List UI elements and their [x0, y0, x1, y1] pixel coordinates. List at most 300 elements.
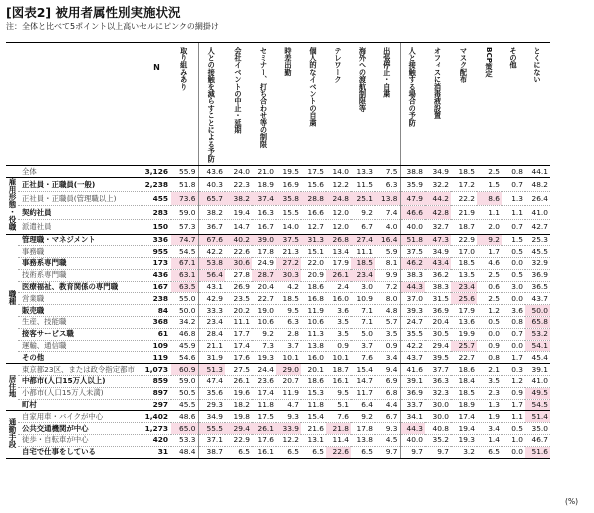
cell-value: 23.5	[225, 293, 252, 305]
cell-value: 2.5	[477, 293, 502, 305]
cell-value: 33.3	[198, 305, 225, 317]
group-label-text: 職種	[8, 289, 17, 305]
header-row	[6, 43, 550, 166]
row-n: 173	[142, 258, 171, 270]
cell-value: 2.3	[477, 387, 502, 399]
column-header-label: 会社イベントの中止・延期	[234, 47, 243, 134]
cell-value: 25.6	[451, 293, 477, 305]
cell-value: 19.5	[276, 166, 301, 178]
cell-value: 3.5	[477, 376, 502, 388]
row-n: 897	[142, 387, 171, 399]
cell-value: 11.3	[301, 328, 326, 340]
cell-value: 54.1	[525, 340, 550, 352]
cell-value: 9.5	[276, 305, 301, 317]
cell-value: 6.5	[276, 446, 301, 458]
column-header-label: 人と接触する場合の予防	[408, 47, 418, 127]
cell-value: 39.1	[400, 376, 425, 388]
table-row	[6, 206, 550, 220]
column-header-label: テレワーク	[334, 47, 343, 83]
table-row	[6, 258, 550, 270]
column-header-label: BCP策定	[485, 47, 494, 78]
cell-value: 9.2	[252, 328, 276, 340]
column-header	[477, 43, 502, 166]
cell-value: 18.7	[326, 364, 351, 376]
cell-value: 0.3	[502, 364, 525, 376]
cell-value: 65.8	[525, 317, 550, 329]
cell-value: 8.0	[375, 293, 400, 305]
cell-value: 38.8	[400, 166, 425, 178]
cell-value: 9.3	[375, 423, 400, 435]
cell-value: 47.4	[198, 376, 225, 388]
cell-value: 10.1	[276, 352, 301, 364]
cell-value: 17.4	[225, 340, 252, 352]
cell-value: 40.0	[400, 220, 425, 234]
cell-value: 0.7	[502, 328, 525, 340]
column-header-label: 海外への渡航制限等	[358, 47, 368, 112]
cell-value: 3.5	[326, 328, 351, 340]
cell-value: 6.9	[375, 376, 400, 388]
cell-value: 16.3	[252, 206, 276, 220]
row-label: 管理職・マネジメント	[18, 234, 142, 246]
table-row	[6, 376, 550, 388]
cell-value: 0.5	[502, 423, 525, 435]
cell-value: 9.9	[375, 269, 400, 281]
table-row	[6, 269, 550, 281]
cell-value: 43.6	[198, 166, 225, 178]
cell-value: 0.5	[502, 246, 525, 258]
cell-value: 5.9	[375, 246, 400, 258]
table-row	[6, 220, 550, 234]
cell-value: 9.2	[351, 411, 375, 423]
cell-value: 8.1	[375, 258, 400, 270]
cell-value: 26.1	[225, 376, 252, 388]
cell-value: 1.3	[502, 192, 525, 206]
cell-value: 21.8	[326, 423, 351, 435]
cell-value: 54.6	[171, 352, 198, 364]
cell-value: 73.6	[171, 192, 198, 206]
cell-value: 14.0	[276, 220, 301, 234]
cell-value: 24.8	[326, 192, 351, 206]
cell-value: 17.8	[351, 423, 375, 435]
cell-value: 6.5	[351, 446, 375, 458]
cell-value: 1.9	[477, 411, 502, 423]
row-label: 正社員・正職員(一般)	[18, 178, 142, 192]
cell-value: 17.9	[451, 305, 477, 317]
cell-value: 20.1	[301, 364, 326, 376]
column-header	[502, 43, 525, 166]
cell-value: 0.0	[502, 340, 525, 352]
cell-value: 11.9	[276, 387, 301, 399]
row-n: 955	[142, 246, 171, 258]
column-header	[301, 43, 326, 166]
cell-value: 29.4	[225, 423, 252, 435]
cell-value: 23.4	[198, 317, 225, 329]
cell-value: 22.7	[252, 293, 276, 305]
cell-value: 7.4	[375, 206, 400, 220]
table-row	[6, 411, 550, 423]
page-title: [図表2] 被用者属性別実施状況	[6, 5, 181, 20]
cell-value: 40.8	[425, 423, 451, 435]
cell-value: 65.7	[198, 192, 225, 206]
column-header	[351, 43, 375, 166]
cell-value: 36.9	[425, 305, 451, 317]
row-label: 販売職	[18, 305, 142, 317]
cell-value: 42.7	[525, 220, 550, 234]
cell-value: 16.4	[375, 234, 400, 246]
row-n: 238	[142, 293, 171, 305]
cell-value: 14.7	[351, 376, 375, 388]
cell-value: 10.9	[351, 293, 375, 305]
row-label: 自家用車・バイクが中心	[18, 411, 142, 423]
cell-value: 24.9	[252, 258, 276, 270]
cell-value: 0.9	[326, 340, 351, 352]
cell-value: 45.5	[171, 399, 198, 411]
row-n: 859	[142, 376, 171, 388]
cell-value: 17.4	[451, 411, 477, 423]
row-n: 436	[142, 269, 171, 281]
cell-value: 38.2	[198, 206, 225, 220]
cell-value: 12.2	[276, 435, 301, 447]
group-label-text: 雇用形態・役職	[8, 178, 17, 231]
cell-value: 11.1	[225, 317, 252, 329]
cell-value: 40.2	[225, 234, 252, 246]
table-row	[6, 281, 550, 293]
cell-value: 18.9	[252, 178, 276, 192]
cell-value: 31.3	[301, 234, 326, 246]
cell-value: 1.7	[477, 246, 502, 258]
table-row	[6, 192, 550, 206]
cell-value: 48.2	[525, 178, 550, 192]
cell-value: 32.7	[425, 220, 451, 234]
cell-value: 23.4	[351, 269, 375, 281]
cell-value: 3.4	[375, 352, 400, 364]
cell-value: 46.2	[400, 258, 425, 270]
cell-value: 59.0	[171, 376, 198, 388]
row-label: 町村	[18, 399, 142, 411]
table-row	[6, 399, 550, 411]
cell-value: 63.5	[171, 281, 198, 293]
cell-value: 36.9	[525, 269, 550, 281]
column-header	[451, 43, 477, 166]
cell-value: 19.3	[252, 352, 276, 364]
cell-value: 42.9	[198, 293, 225, 305]
table-row	[6, 166, 550, 178]
cell-value: 53.2	[525, 328, 550, 340]
row-label: 医療福祉、教育関係の専門職	[18, 281, 142, 293]
row-n: 119	[142, 352, 171, 364]
cell-value: 59.0	[171, 206, 198, 220]
cell-value: 7.6	[351, 352, 375, 364]
cell-value: 1.4	[477, 435, 502, 447]
row-label: 正社員・正職員(管理職以上)	[18, 192, 142, 206]
row-label: 生産、技能職	[18, 317, 142, 329]
cell-value: 16.7	[252, 220, 276, 234]
cell-value: 60.9	[171, 364, 198, 376]
cell-value: 12.0	[326, 220, 351, 234]
cell-value: 57.3	[171, 220, 198, 234]
cell-value: 20.7	[276, 376, 301, 388]
cell-value: 0.6	[477, 281, 502, 293]
cell-value: 19.4	[451, 423, 477, 435]
cell-value: 13.6	[451, 317, 477, 329]
cell-value: 19.3	[451, 435, 477, 447]
cell-value: 27.8	[225, 269, 252, 281]
cell-value: 5.1	[326, 399, 351, 411]
cell-value: 16.1	[252, 446, 276, 458]
cell-value: 24.0	[225, 166, 252, 178]
row-n: 297	[142, 399, 171, 411]
cell-value: 12.7	[301, 220, 326, 234]
cell-value: 0.7	[502, 220, 525, 234]
cell-value: 33.7	[400, 399, 425, 411]
table-row	[6, 246, 550, 258]
cell-value: 3.5	[375, 328, 400, 340]
cell-value: 21.1	[198, 340, 225, 352]
cell-value: 44.3	[400, 281, 425, 293]
cell-value: 1.5	[502, 234, 525, 246]
cell-value: 67.1	[171, 258, 198, 270]
cell-value: 41.0	[525, 376, 550, 388]
cell-value: 3.7	[276, 340, 301, 352]
cell-value: 20.4	[252, 281, 276, 293]
cell-value: 18.5	[451, 258, 477, 270]
cell-value: 13.4	[326, 246, 351, 258]
cell-value: 34.9	[425, 246, 451, 258]
cell-value: 53.8	[198, 258, 225, 270]
cell-value: 45.5	[525, 246, 550, 258]
cell-value: 50.5	[171, 387, 198, 399]
cell-value: 6.4	[351, 399, 375, 411]
column-header-label: 取り組みあり	[179, 47, 189, 91]
column-header-label: マスク配布	[459, 47, 469, 83]
row-n: 1,402	[142, 411, 171, 423]
cell-value: 30.3	[276, 269, 301, 281]
column-header	[252, 43, 276, 166]
column-header-label: セミナー、打ち合わせ等の制限	[259, 47, 269, 148]
cell-value: 1.5	[477, 178, 502, 192]
cell-value: 27.5	[225, 364, 252, 376]
cell-value: 28.4	[198, 328, 225, 340]
cell-value: 40.3	[198, 178, 225, 192]
cell-value: 11.9	[301, 305, 326, 317]
row-label: 中都市(人口15万人以上)	[18, 376, 142, 388]
cell-value: 0.0	[502, 293, 525, 305]
cell-value: 12.2	[326, 178, 351, 192]
cell-value: 26.1	[252, 423, 276, 435]
cell-value: 54.5	[171, 246, 198, 258]
cell-value: 9.2	[477, 234, 502, 246]
table-row	[6, 317, 550, 329]
row-n: 84	[142, 305, 171, 317]
cell-value: 25.7	[451, 340, 477, 352]
row-label: 事務系専門職	[18, 258, 142, 270]
cell-value: 1.7	[502, 399, 525, 411]
cell-value: 39.1	[525, 364, 550, 376]
cell-value: 3.0	[351, 281, 375, 293]
cell-value: 46.8	[171, 328, 198, 340]
cell-value: 20.2	[225, 305, 252, 317]
cell-value: 0.9	[477, 340, 502, 352]
cell-value: 11.8	[252, 399, 276, 411]
group-label-text: 居住地	[8, 374, 17, 398]
cell-value: 74.7	[171, 234, 198, 246]
cell-value: 31.9	[198, 352, 225, 364]
table-row	[6, 446, 550, 458]
cell-value: 46.7	[525, 435, 550, 447]
cell-value: 15.6	[301, 178, 326, 192]
cell-value: 15.1	[301, 246, 326, 258]
cell-value: 22.9	[225, 435, 252, 447]
cell-value: 6.7	[375, 411, 400, 423]
cell-value: 30.5	[425, 328, 451, 340]
cell-value: 6.5	[301, 446, 326, 458]
cell-value: 20.4	[425, 317, 451, 329]
cell-value: 37.7	[425, 364, 451, 376]
cell-value: 16.9	[276, 178, 301, 192]
row-label: その他	[18, 352, 142, 364]
group-label	[6, 411, 18, 458]
cell-value: 25.3	[525, 234, 550, 246]
cell-value: 67.6	[198, 234, 225, 246]
cell-value: 51.3	[198, 364, 225, 376]
cell-value: 27.2	[276, 258, 301, 270]
cell-value: 9.5	[326, 387, 351, 399]
cell-value: 18.6	[451, 364, 477, 376]
cell-value: 32.2	[425, 178, 451, 192]
cell-value: 43.7	[400, 352, 425, 364]
cell-value: 11.1	[351, 246, 375, 258]
cell-value: 0.0	[502, 258, 525, 270]
cell-value: 1.3	[477, 399, 502, 411]
row-label: 技術系専門職	[18, 269, 142, 281]
cell-value: 50.0	[525, 305, 550, 317]
cell-value: 13.5	[451, 269, 477, 281]
cell-value: 43.7	[525, 293, 550, 305]
cell-value: 17.5	[252, 411, 276, 423]
cell-value: 63.1	[171, 269, 198, 281]
cell-value: 7.2	[375, 281, 400, 293]
table-row	[6, 435, 550, 447]
cell-value: 19.6	[225, 387, 252, 399]
cell-value: 29.3	[198, 399, 225, 411]
cell-value: 42.8	[425, 206, 451, 220]
cell-value: 6.3	[276, 317, 301, 329]
cell-value: 19.0	[252, 305, 276, 317]
cell-value: 48.6	[171, 411, 198, 423]
cell-value: 29.4	[425, 340, 451, 352]
cell-value: 2.8	[276, 328, 301, 340]
cell-value: 7.6	[326, 411, 351, 423]
row-n: 368	[142, 317, 171, 329]
row-label: 契約社員	[18, 206, 142, 220]
cell-value: 44.1	[525, 166, 550, 178]
cell-value: 27.4	[351, 234, 375, 246]
column-header	[198, 43, 225, 166]
cell-value: 36.3	[425, 376, 451, 388]
cell-value: 9.4	[375, 364, 400, 376]
cell-value: 15.3	[301, 387, 326, 399]
cell-value: 31.5	[425, 293, 451, 305]
table-row	[6, 234, 550, 246]
cell-value: 51.8	[171, 178, 198, 192]
cell-value: 3.6	[326, 305, 351, 317]
cell-value: 18.7	[451, 220, 477, 234]
cell-value: 22.6	[225, 246, 252, 258]
cell-value: 2.1	[477, 364, 502, 376]
cell-value: 16.8	[301, 293, 326, 305]
cell-value: 0.9	[375, 340, 400, 352]
cell-value: 55.0	[171, 293, 198, 305]
cell-value: 3.2	[451, 446, 477, 458]
cell-value: 18.6	[301, 376, 326, 388]
row-label: 自宅で仕事をしている	[18, 446, 142, 458]
cell-value: 47.9	[400, 192, 425, 206]
cell-value: 6.8	[375, 387, 400, 399]
cell-value: 54.5	[525, 399, 550, 411]
cell-value: 42.2	[400, 340, 425, 352]
column-header	[375, 43, 400, 166]
column-header	[326, 43, 351, 166]
cell-value: 36.9	[400, 387, 425, 399]
cell-value: 37.1	[198, 435, 225, 447]
cell-value: 1.1	[477, 206, 502, 220]
cell-value: 0.9	[502, 387, 525, 399]
cell-value: 18.5	[451, 387, 477, 399]
row-n: 150	[142, 220, 171, 234]
row-n: 2,238	[142, 178, 171, 192]
cell-value: 13.8	[301, 340, 326, 352]
cell-value: 24.4	[252, 364, 276, 376]
cell-value: 18.4	[451, 376, 477, 388]
cell-value: 1.2	[477, 305, 502, 317]
cell-value: 33.9	[276, 423, 301, 435]
cell-value: 32.9	[525, 258, 550, 270]
cell-value: 7.1	[351, 305, 375, 317]
row-label: 徒歩・自転車が中心	[18, 435, 142, 447]
table-row	[6, 178, 550, 192]
cell-value: 47.3	[425, 234, 451, 246]
column-header	[525, 43, 550, 166]
column-header-label: とくにない	[533, 47, 542, 83]
cell-value: 3.7	[351, 340, 375, 352]
cell-value: 0.8	[502, 317, 525, 329]
cell-value: 32.3	[425, 387, 451, 399]
cell-value: 22.0	[301, 258, 326, 270]
row-n: 109	[142, 340, 171, 352]
cell-value: 12.0	[326, 206, 351, 220]
cell-value: 26.8	[326, 234, 351, 246]
cell-value: 20.9	[301, 269, 326, 281]
cell-value: 0.7	[502, 178, 525, 192]
cell-value: 37.5	[400, 246, 425, 258]
row-n: 3,126	[142, 166, 171, 178]
cell-value: 30.0	[425, 399, 451, 411]
cell-value: 34.9	[425, 166, 451, 178]
cell-value: 22.6	[326, 446, 351, 458]
row-n: 1,073	[142, 364, 171, 376]
cell-value: 18.5	[276, 293, 301, 305]
cell-value: 18.5	[351, 258, 375, 270]
cell-value: 22.3	[225, 178, 252, 192]
row-n: 167	[142, 281, 171, 293]
group-label	[6, 364, 18, 411]
cell-value: 3.5	[326, 317, 351, 329]
cell-value: 8.6	[477, 192, 502, 206]
unit-label: (%)	[565, 497, 578, 506]
cell-value: 9.3	[276, 411, 301, 423]
cell-value: 21.9	[451, 206, 477, 220]
cell-value: 21.0	[252, 166, 276, 178]
